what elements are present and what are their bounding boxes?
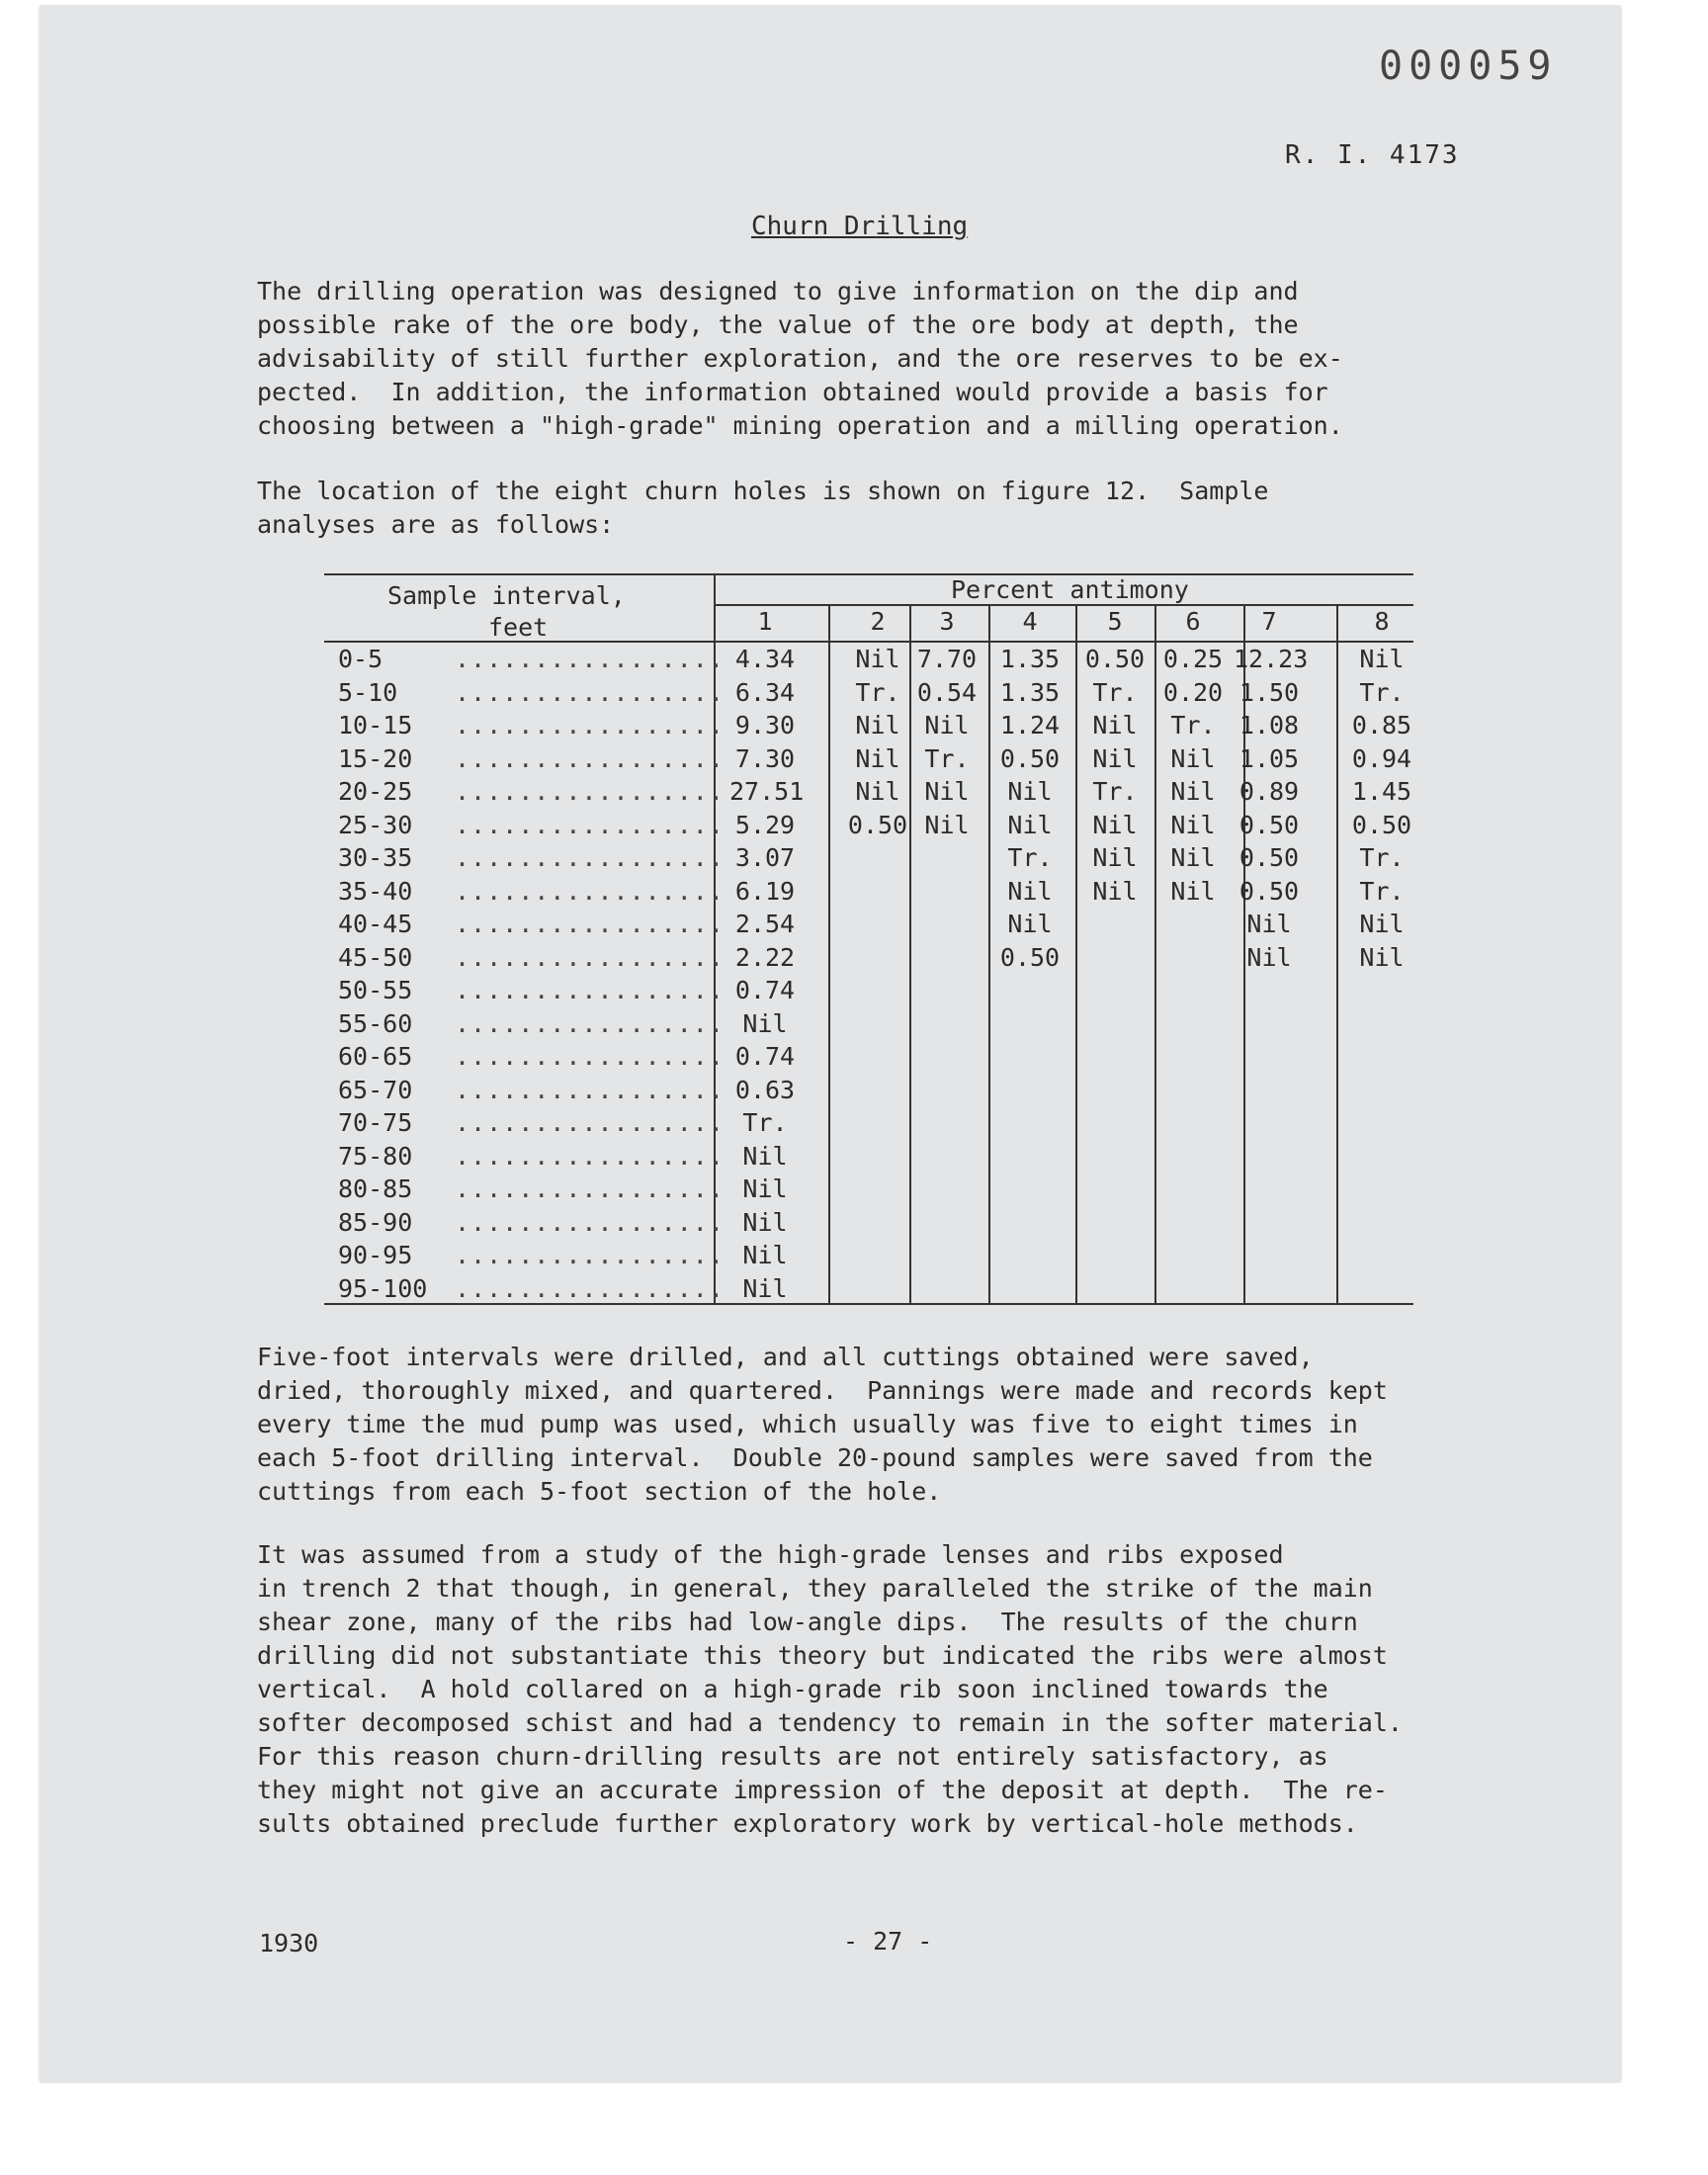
- table-cell: 0.50: [999, 743, 1061, 773]
- table-cell: Nil: [1170, 777, 1216, 806]
- row-interval-label: [338, 711, 725, 740]
- table-cell: Nil: [742, 1273, 788, 1303]
- table-cell: 0.50: [1351, 810, 1412, 839]
- paragraph-intervals: [257, 1341, 1388, 1509]
- table-cell: Tr.: [1359, 876, 1405, 906]
- table-cell: 6.19: [734, 876, 796, 906]
- table-cell: 1.08: [1238, 711, 1300, 740]
- table-cell: 0.50: [1238, 876, 1300, 906]
- row-interval-label: [338, 1174, 725, 1203]
- interval-value: 10-15: [338, 711, 413, 740]
- row-interval-label: [338, 1274, 725, 1303]
- table-cell: Nil: [1359, 645, 1405, 673]
- interval-value: 80-85: [338, 1174, 413, 1203]
- paragraph-line: every time the mud pump was used, which usually was five to eight times in: [257, 1410, 1358, 1438]
- table-cell: 0.20: [1162, 677, 1224, 707]
- table-cell: Tr.: [742, 1108, 788, 1137]
- interval-value: 25-30: [338, 810, 413, 839]
- table-cell: 1.50: [1238, 677, 1300, 707]
- table-cell: Nil: [1092, 743, 1138, 773]
- row-interval-label: [338, 678, 725, 707]
- row-interval-label: [338, 1241, 725, 1269]
- table-cell: 7.70: [916, 645, 978, 673]
- table-cell: Nil: [1007, 810, 1053, 839]
- row-interval-label: [338, 744, 725, 773]
- table-cell: 0.50: [1238, 843, 1300, 872]
- table-cell: Nil: [1007, 876, 1053, 906]
- leader-dots: .................: [455, 777, 725, 806]
- interval-value: 0-5: [338, 645, 384, 673]
- leader-dots: .................: [455, 1241, 725, 1269]
- interval-value: 5-10: [338, 677, 398, 707]
- paragraph-line: each 5-foot drilling interval. Double 20-pound samples were saved from the: [257, 1443, 1373, 1472]
- paragraph-line: The location of the eight churn holes is shown on figure 12. Sample: [257, 477, 1269, 505]
- table-cell: Nil: [924, 810, 970, 839]
- table-cell: Nil: [742, 1141, 788, 1171]
- table-cell: Nil: [1092, 876, 1138, 906]
- paragraph-line: choosing between a "high-grade" mining operation and a milling operation.: [257, 411, 1343, 440]
- header-feet: feet: [488, 613, 549, 642]
- table-cell: Nil: [1359, 910, 1405, 938]
- table-cell: 0.50: [847, 810, 908, 839]
- column-header-hole-6: 6: [1185, 607, 1201, 636]
- table-cell: 1.24: [999, 711, 1061, 740]
- paragraph-line: For this reason churn-drilling results are not entirely satisfactory, as: [257, 1742, 1328, 1771]
- table-cell: Nil: [1092, 810, 1138, 839]
- table-cell: Nil: [1170, 810, 1216, 839]
- leader-dots: .................: [455, 843, 725, 872]
- table-column-rule: [1075, 604, 1077, 1303]
- interval-value: 50-55: [338, 976, 413, 1004]
- table-cell: 6.34: [734, 677, 796, 707]
- row-interval-label: [338, 1142, 725, 1171]
- table-cell: Nil: [855, 711, 900, 740]
- table-cell: Tr.: [1007, 843, 1053, 872]
- paragraph-line: pected. In addition, the information obtained would provide a basis for: [257, 378, 1328, 406]
- table-cell: Nil: [742, 1207, 788, 1237]
- leader-dots: .................: [455, 1141, 725, 1171]
- table-cell: 0.94: [1351, 743, 1412, 773]
- paragraph-line: they might not give an accurate impression of the deposit at depth. The re-: [257, 1776, 1388, 1804]
- table-cell: 5.29: [734, 810, 796, 839]
- interval-value: 15-20: [338, 743, 413, 773]
- table-cell: 0.85: [1351, 711, 1412, 740]
- table-cell: 0.50: [1084, 645, 1146, 673]
- paragraph-conclusions: [257, 1538, 1403, 1841]
- page-number: - 27 -: [843, 1927, 933, 1956]
- table-cell: Nil: [1359, 942, 1405, 972]
- paragraph-line: advisability of still further exploration, and the ore reserves to be ex-: [257, 344, 1343, 373]
- leader-dots: .................: [455, 1207, 725, 1237]
- row-interval-label: [338, 976, 725, 1004]
- leader-dots: .................: [455, 645, 725, 673]
- document-stamp-number: 000059: [1379, 44, 1558, 89]
- table-cell: Nil: [1170, 876, 1216, 906]
- interval-value: 90-95: [338, 1241, 413, 1269]
- interval-value: 40-45: [338, 910, 413, 938]
- table-cell: Nil: [1092, 711, 1138, 740]
- leader-dots: .................: [455, 1008, 725, 1038]
- paragraph-line: Five-foot intervals were drilled, and all cuttings obtained were saved,: [257, 1343, 1314, 1371]
- interval-value: 20-25: [338, 777, 413, 806]
- table-cell: Tr.: [1359, 677, 1405, 707]
- paragraph-intro: [257, 275, 1343, 443]
- leader-dots: .................: [455, 1042, 725, 1071]
- column-header-hole-7: 7: [1261, 607, 1277, 636]
- paragraph-location: [257, 475, 1269, 542]
- interval-value: 85-90: [338, 1207, 413, 1237]
- paragraph-line: shear zone, many of the ribs had low-angle dips. The results of the churn: [257, 1608, 1358, 1636]
- paragraph-line: dried, thoroughly mixed, and quartered. Pannings were made and records kept: [257, 1376, 1388, 1405]
- interval-value: 55-60: [338, 1008, 413, 1038]
- table-cell: 12.23: [1234, 645, 1309, 673]
- table-cell: Nil: [855, 645, 900, 673]
- row-interval-label: [338, 1208, 725, 1237]
- table-cell: Nil: [924, 711, 970, 740]
- table-group-rule: [714, 604, 1413, 606]
- header-sample-interval: Sample interval,: [387, 581, 626, 610]
- table-cell: Nil: [1170, 743, 1216, 773]
- table-cell: 0.50: [1238, 810, 1300, 839]
- row-interval-label: [338, 1009, 725, 1038]
- paragraph-line: softer decomposed schist and had a tendency to remain in the softer material.: [257, 1708, 1403, 1737]
- leader-dots: .................: [455, 1108, 725, 1137]
- leader-dots: .................: [455, 910, 725, 938]
- row-interval-label: [338, 1076, 725, 1104]
- table-column-rule: [909, 604, 911, 1303]
- table-cell: 9.30: [734, 711, 796, 740]
- table-cell: 2.22: [734, 942, 796, 972]
- table-cell: Nil: [742, 1174, 788, 1203]
- leader-dots: .................: [455, 743, 725, 773]
- row-interval-label: [338, 1108, 725, 1137]
- header-percent-antimony: Percent antimony: [951, 575, 1189, 604]
- row-interval-label: [338, 877, 725, 906]
- leader-dots: .................: [455, 942, 725, 972]
- column-header-hole-1: 1: [757, 607, 773, 636]
- table-cell: Nil: [742, 1008, 788, 1038]
- leader-dots: .................: [455, 1174, 725, 1203]
- table-top-rule: [324, 573, 1413, 575]
- row-interval-label: [338, 777, 725, 806]
- table-cell: Tr.: [855, 677, 900, 707]
- table-column-rule: [988, 604, 990, 1303]
- table-cell: Nil: [1092, 843, 1138, 872]
- row-interval-label: [338, 1042, 725, 1071]
- row-interval-label: [338, 943, 725, 972]
- leader-dots: .................: [455, 976, 725, 1004]
- table-cell: 0.54: [916, 677, 978, 707]
- interval-value: 45-50: [338, 942, 413, 972]
- column-header-hole-8: 8: [1374, 607, 1390, 636]
- interval-value: 30-35: [338, 843, 413, 872]
- interval-value: 75-80: [338, 1141, 413, 1171]
- table-cell: 7.30: [734, 743, 796, 773]
- table-cell: Tr.: [924, 743, 970, 773]
- paragraph-line: The drilling operation was designed to give information on the dip and: [257, 277, 1299, 305]
- table-cell: Nil: [1007, 910, 1053, 938]
- table-cell: 0.74: [734, 1042, 796, 1071]
- leader-dots: .................: [455, 876, 725, 906]
- table-cell: 0.50: [999, 942, 1061, 972]
- table-cell: Tr.: [1359, 843, 1405, 872]
- table-cell: 0.25: [1162, 645, 1224, 673]
- paragraph-line: sults obtained preclude further exploratory work by vertical-hole methods.: [257, 1809, 1358, 1838]
- section-title: Churn Drilling: [751, 212, 969, 241]
- paragraph-line: vertical. A hold collared on a high-grade rib soon inclined towards the: [257, 1675, 1328, 1703]
- interval-value: 65-70: [338, 1075, 413, 1104]
- table-bottom-rule: [324, 1303, 1413, 1305]
- leader-dots: .................: [455, 1075, 725, 1104]
- table-cell: 3.07: [734, 843, 796, 872]
- column-header-hole-3: 3: [939, 607, 955, 636]
- table-column-rule: [1336, 604, 1338, 1303]
- column-header-hole-2: 2: [870, 607, 886, 636]
- table-cell: 0.63: [734, 1075, 796, 1104]
- table-column-rule: [828, 604, 830, 1303]
- interval-value: 95-100: [338, 1273, 428, 1303]
- paragraph-line: analyses are as follows:: [257, 510, 615, 539]
- table-cell: Tr.: [1092, 677, 1138, 707]
- interval-value: 35-40: [338, 876, 413, 906]
- interval-value: 60-65: [338, 1042, 413, 1071]
- table-cell: Nil: [1007, 777, 1053, 806]
- paragraph-line: cuttings from each 5-foot section of the hole.: [257, 1477, 942, 1506]
- row-interval-label: [338, 645, 725, 673]
- table-cell: Tr.: [1092, 777, 1138, 806]
- paragraph-line: drilling did not substantiate this theory but indicated the ribs were almost: [257, 1641, 1388, 1670]
- table-cell: 2.54: [734, 910, 796, 938]
- table-cell: 0.74: [734, 976, 796, 1004]
- table-cell: 0.89: [1238, 777, 1300, 806]
- table-cell: Nil: [742, 1241, 788, 1269]
- paragraph-line: It was assumed from a study of the high-grade lenses and ribs exposed: [257, 1540, 1284, 1569]
- table-cell: Nil: [855, 777, 900, 806]
- table-cell: 1.05: [1238, 743, 1300, 773]
- interval-value: 70-75: [338, 1108, 413, 1137]
- table-cell: Nil: [855, 743, 900, 773]
- paragraph-line: in trench 2 that though, in general, they paralleled the strike of the main: [257, 1574, 1373, 1603]
- table-cell: 1.35: [999, 677, 1061, 707]
- row-interval-label: [338, 843, 725, 872]
- leader-dots: .................: [455, 1273, 725, 1303]
- table-cell: Nil: [1246, 942, 1292, 972]
- table-cell: Nil: [1170, 843, 1216, 872]
- leader-dots: .................: [455, 810, 725, 839]
- table-cell: 1.45: [1351, 777, 1412, 806]
- row-interval-label: [338, 910, 725, 938]
- table-cell: 27.51: [729, 777, 805, 806]
- paragraph-line: possible rake of the ore body, the value of the ore body at depth, the: [257, 310, 1299, 339]
- table-column-rule: [1154, 604, 1156, 1303]
- footer-year: 1930: [259, 1929, 319, 1958]
- column-header-hole-4: 4: [1022, 607, 1038, 636]
- leader-dots: .................: [455, 677, 725, 707]
- table-cell: Tr.: [1170, 711, 1216, 740]
- table-cell: Nil: [924, 777, 970, 806]
- table-cell: Nil: [1246, 910, 1292, 938]
- row-interval-label: [338, 811, 725, 839]
- leader-dots: .................: [455, 711, 725, 740]
- report-id: R. I. 4173: [1285, 140, 1460, 170]
- table-cell: 4.34: [734, 645, 796, 673]
- table-cell: 1.35: [999, 645, 1061, 673]
- column-header-hole-5: 5: [1107, 607, 1123, 636]
